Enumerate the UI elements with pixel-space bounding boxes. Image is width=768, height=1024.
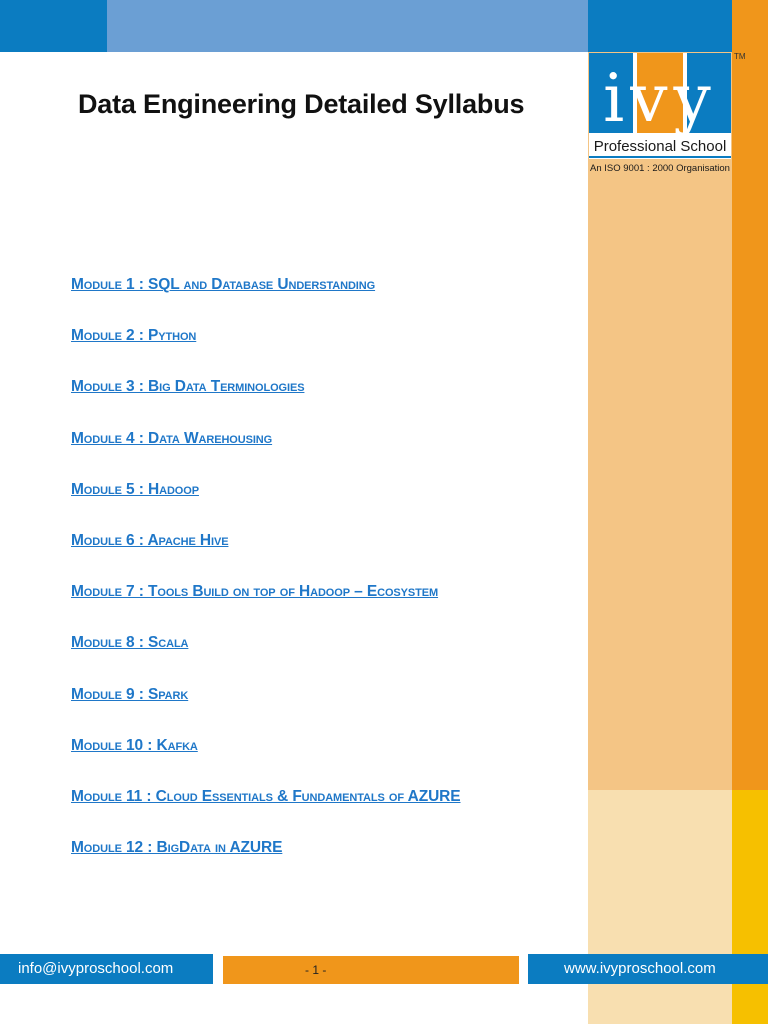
module-list — [71, 276, 461, 890]
footer-mid-band — [223, 956, 519, 984]
list-item — [71, 583, 461, 634]
module-link-1[interactable]: Module 1 : SQL and Database Understanding — [71, 276, 376, 293]
module-link-3[interactable]: Module 3 : Big Data Terminologies — [71, 378, 305, 396]
module-link-6[interactable]: Module 6 : Apache Hive — [71, 531, 229, 549]
page-title: Data Engineering Detailed Syllabus — [78, 89, 525, 119]
right-column-yellow — [732, 790, 768, 1024]
list-item — [71, 788, 461, 839]
right-column-pale-orange — [588, 790, 732, 1024]
list-item — [71, 327, 461, 378]
right-column-top-blue — [588, 0, 732, 52]
list-item — [71, 430, 461, 481]
list-item — [71, 481, 461, 532]
list-item — [71, 737, 461, 788]
list-item — [71, 839, 461, 890]
module-link-11[interactable]: Module 11 : Cloud Essentials & Fundamentals of AZURE — [71, 787, 461, 805]
top-band-blue-mid — [107, 0, 588, 52]
list-item — [71, 686, 461, 737]
module-link-9[interactable]: Module 9 : Spark — [71, 685, 189, 703]
list-item — [71, 532, 461, 583]
page-number: - 1 - — [305, 963, 327, 977]
module-link-12[interactable]: Module 12 : BigData in AZURE — [71, 839, 283, 857]
module-link-5[interactable]: Module 5 : Hadoop — [71, 480, 199, 498]
list-item — [71, 378, 461, 429]
right-column-orange — [732, 0, 768, 790]
footer-email[interactable]: info@ivyproschool.com — [18, 960, 174, 977]
logo-tagline: An ISO 9001 : 2000 Organisation — [590, 163, 730, 174]
trademark-mark: TM — [734, 52, 746, 61]
logo-wordmark: ivy — [603, 60, 717, 137]
module-link-7[interactable]: Module 7 : Tools Build on top of Hadoop – Ecosystem — [71, 583, 439, 601]
list-item — [71, 276, 461, 327]
top-band-blue-left — [0, 0, 107, 52]
module-link-2[interactable]: Module 2 : Python — [71, 327, 197, 345]
footer-website[interactable]: www.ivyproschool.com — [564, 960, 716, 977]
ivy-logo — [589, 53, 731, 159]
list-item — [71, 634, 461, 685]
ivy-logo-graphic — [589, 53, 731, 159]
module-link-4[interactable]: Module 4 : Data Warehousing — [71, 429, 273, 447]
module-link-8[interactable]: Module 8 : Scala — [71, 634, 189, 652]
module-link-10[interactable]: Module 10 : Kafka — [71, 736, 198, 754]
logo-school-name: Professional School — [593, 138, 727, 155]
